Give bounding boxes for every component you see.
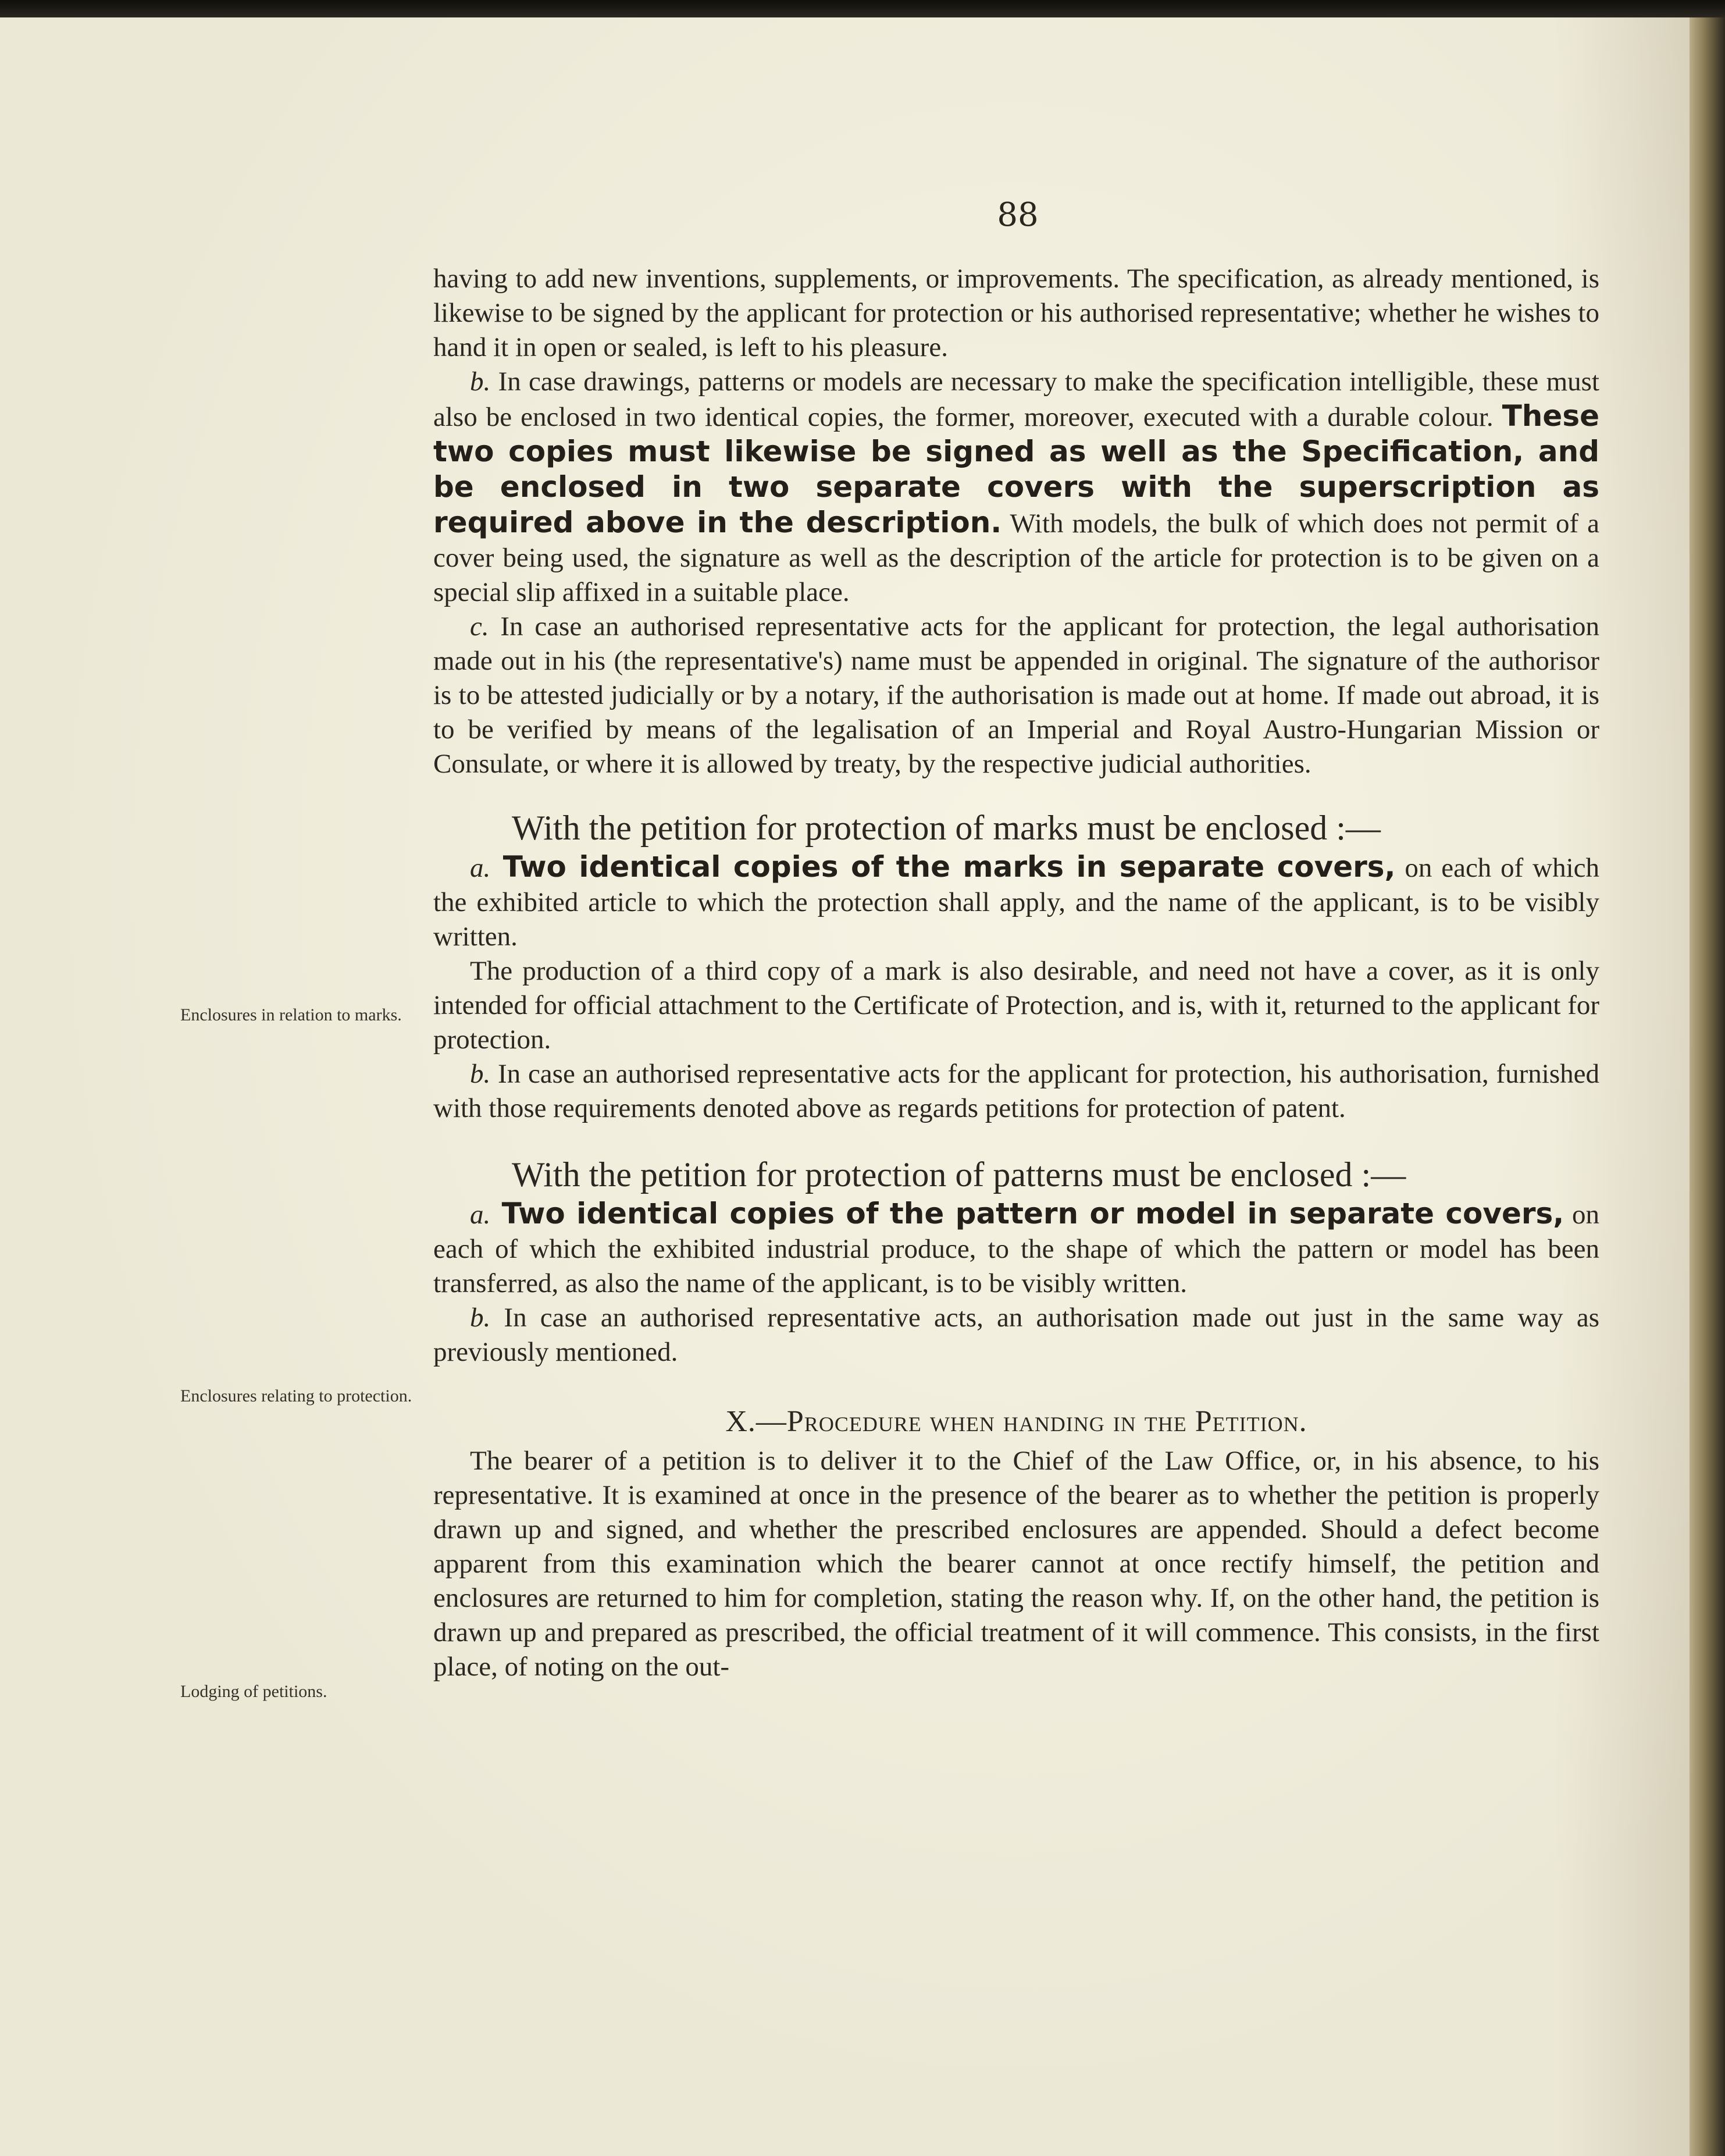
emphasis-text: Two identical copies of the pattern or model in separate covers, [490,1197,1564,1230]
item-letter: b. [470,1059,491,1089]
emphasis-text: These two copies must likewise be signed as well as the Specification, and be enclosed in two separate covers with the superscription as required above in the description. [433,399,1599,539]
paragraph-continuation: having to add new inventions, supplements, or improvements. The specification, as already mentioned, is likewise to be signed by the applicant for protection or his authorised representative; whether he wishes to hand it in open or sealed, is left to his pleasure. [433,264,1599,362]
margin-note-marks: Enclosures in relation to marks. [180,1005,402,1024]
paragraph-drawings [433,365,1599,610]
paragraph-patterns-a [433,1197,1599,1301]
margin-note-patterns: Enclosures relating to protection. [180,1386,412,1406]
paragraph-text: In case an authorised representative acts for the applicant for protection, his authorisation, furnished with those requirements denoted above as regards petitions for protection of patent. [433,1059,1599,1123]
paragraph-text: on each of which the exhibited article to which the protection shall apply, and the name of the applicant, is to be visibly written. [433,853,1599,952]
item-letter: a. [470,853,491,883]
heading-marks: With the petition for protection of marks must be enclosed :— [512,809,1381,847]
paragraph-text: In case an authorised representative acts for the applicant for protection, the legal authorisation made out in his (the representative's) name must be appended in original. The signature of the authorisor is to be attested judicially or by a notary, if the authorisation is made out at home. If made out abroad, it is to be verified by means of the legalisation of an Imperial and Royal Austro-Hungarian Mission or Consulate, or where it is allowed by treaty, by the respective judicial authorities. [433,611,1599,779]
paragraph-text: With models, the bulk of which does not permit of a cover being used, the signature as well as the description of the article for protection is to be given on a special slip affixed in a suitable place. [433,508,1599,607]
paragraph-marks-a [433,850,1599,954]
paragraph-text: on each of which the exhibited industrial produce, to the shape of which the pattern or model has been transferred, as also the name of the applicant, is to be visibly written. [433,1200,1599,1298]
item-letter: b. [470,367,491,397]
page-edge-shadow [1690,17,1725,2156]
paragraph-text: In case an authorised representative acts, an authorisation made out just in the same way as previously mentioned. [433,1303,1599,1367]
heading-patterns: With the petition for protection of patterns must be enclosed :— [512,1155,1406,1194]
item-letter: a. [470,1200,491,1230]
scan-top-band [0,0,1725,17]
page-body [433,262,1599,1684]
paragraph-marks-b [433,1057,1599,1126]
item-letter: b. [470,1303,491,1333]
paragraph-patterns-b [433,1301,1599,1369]
paragraph-lodging: The bearer of a petition is to deliver it to the Chief of the Law Office, or, in his absence, to his representative. It is examined at once in the presence of the bearer as to whether the petition is properly drawn up and signed, and whether the prescribed enclosures are appended. Should a defect become apparent from this examination which the bearer cannot at once rectify himself, the petition and enclosures are returned to him for completion, stating the reason why. If, on the other hand, the petition is drawn up and prepared as prescribed, the official treatment of it will commence. This consists, in the first place, of noting on the out- [433,1446,1599,1682]
section-title [433,1400,1599,1444]
section-title-text: Procedure when handing in the Petition. [786,1405,1307,1438]
paragraph-text: In case drawings, patterns or models are necessary to make the specification intelligible, these must also be enclosed in two identical copies, the former, moreover, executed with a durable colour. [433,367,1599,432]
item-letter: c. [470,611,489,642]
paragraph-representative [433,610,1599,781]
margin-note-lodging: Lodging of petitions. [180,1682,327,1701]
paragraph-marks-third: The production of a third copy of a mark is also desirable, and need not have a cover, as it is only intended for official attachment to the Certificate of Protection, and is, with it, returned to the applicant for protection. [433,956,1599,1055]
section-number: X.— [725,1405,787,1438]
emphasis-text: Two identical copies of the marks in separate covers, [490,850,1396,884]
page-number: 88 [997,196,1039,234]
